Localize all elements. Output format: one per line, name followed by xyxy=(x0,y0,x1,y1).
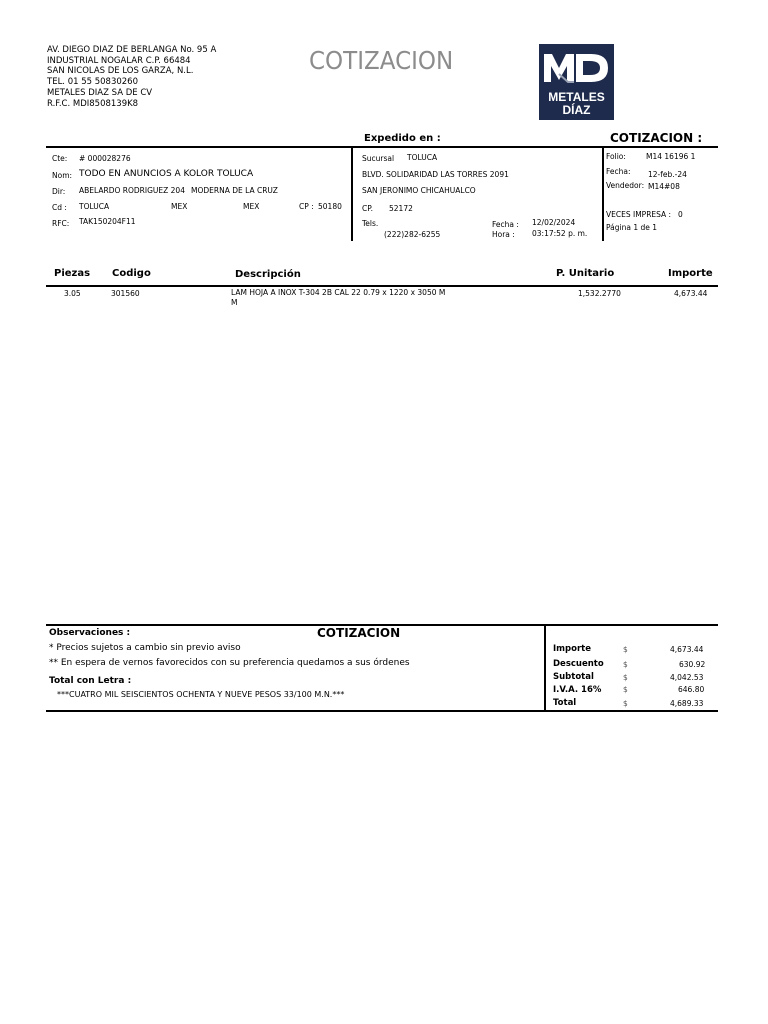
totals-value-descuento: 630.92 xyxy=(679,660,706,669)
col-header-piezas: Piezas xyxy=(54,268,91,279)
totals-value-total: 4,689.33 xyxy=(670,699,704,708)
total-letra-label: Total con Letra : xyxy=(49,676,132,686)
rfc-value: TAK150204F11 xyxy=(79,217,136,226)
totals-label-descuento: Descuento xyxy=(553,659,604,669)
veces-label: VECES IMPRESA : xyxy=(606,210,672,219)
dir-label: Dir: xyxy=(52,187,66,196)
vendedor-label: Vendedor: xyxy=(606,181,645,190)
currency-symbol: $ xyxy=(623,673,628,682)
company-address xyxy=(47,45,216,109)
address-line: METALES DIAZ SA DE CV xyxy=(47,87,153,98)
branch-hora-label: Hora : xyxy=(492,230,515,239)
totals-label-total: Total xyxy=(553,698,577,708)
branch-address-1: BLVD. SOLIDARIDAD LAS TORRES 2091 xyxy=(362,170,509,179)
address-line: AV. DIEGO DIAZ DE BERLANGA No. 95 A xyxy=(47,45,217,55)
rfc-label: RFC: xyxy=(52,219,70,228)
observaciones-label: Observaciones : xyxy=(49,628,131,638)
cd-state: MEX xyxy=(171,202,188,211)
total-letra-value: ***CUATRO MIL SEISCIENTOS OCHENTA Y NUEVE PESOS 33/100 M.N.*** xyxy=(57,690,345,699)
sucursal-label: Sucursal xyxy=(362,154,395,163)
md-logo-icon xyxy=(539,44,614,120)
totals-label-importe: Importe xyxy=(553,644,591,654)
cd-value: TOLUCA xyxy=(79,202,110,211)
branch-cp-label: CP. xyxy=(362,204,373,213)
currency-symbol: $ xyxy=(623,645,628,654)
currency-symbol: $ xyxy=(623,685,628,694)
table-header-rule xyxy=(46,285,718,287)
cotizacion-label: COTIZACION : xyxy=(610,131,703,145)
footer-bottom-rule xyxy=(46,710,718,712)
cte-label: Cte: xyxy=(52,154,68,163)
branch-fecha-label: Fecha : xyxy=(492,220,519,229)
footer-title: COTIZACION xyxy=(317,626,401,640)
cd-state-2: MEX xyxy=(243,202,260,211)
row-unitario: 1,532.2770 xyxy=(578,289,621,298)
folio-value: M14 16196 1 xyxy=(646,152,696,161)
row-codigo: 301560 xyxy=(111,289,140,298)
row-descripcion: LAM HOJA A INOX T-304 2B CAL 22 0.79 x 1220 x 3050 M xyxy=(231,288,446,297)
row-descripcion-cont: M xyxy=(231,298,238,307)
dir-street: ABELARDO RODRIGUEZ 204 xyxy=(79,186,185,195)
dir-colonia: MODERNA DE LA CRUZ xyxy=(191,186,278,195)
tels-label: Tels. xyxy=(362,219,379,228)
svg-text:DÍAZ: DÍAZ xyxy=(562,103,591,117)
note-2: ** En espera de vernos favorecidos con su preferencia quedamos a sus órdenes xyxy=(49,658,410,668)
note-1: * Precios sujetos a cambio sin previo aviso xyxy=(49,643,241,653)
sucursal-value: TOLUCA xyxy=(407,153,438,162)
nom-label: Nom: xyxy=(52,171,73,180)
document-title: COTIZACION xyxy=(309,46,454,75)
address-line: TEL. 01 55 50830260 xyxy=(47,77,139,88)
expedido-label: Expedido en : xyxy=(364,133,441,144)
svg-text:METALES: METALES xyxy=(548,90,605,104)
currency-symbol: $ xyxy=(623,660,628,669)
row-importe: 4,673.44 xyxy=(674,289,708,298)
col-header-descripcion: Descripción xyxy=(235,269,301,280)
footer-divider xyxy=(544,625,546,711)
address-line: INDUSTRIAL NOGALAR C.P. 66484 xyxy=(47,55,191,66)
address-line: R.F.C. MDI8508139K8 xyxy=(47,98,139,109)
totals-value-importe: 4,673.44 xyxy=(670,645,704,654)
branch-fecha-value: 12/02/2024 xyxy=(532,218,576,227)
currency-symbol: $ xyxy=(623,699,628,708)
folio-fecha-label: Fecha: xyxy=(606,167,631,176)
client-name: TODO EN ANUNCIOS A KOLOR TOLUCA xyxy=(79,169,254,179)
branch-cp-value: 52172 xyxy=(389,204,413,213)
cte-value: # 000028276 xyxy=(79,154,131,163)
totals-label-iva: I.V.A. 16% xyxy=(553,685,602,695)
totals-value-iva: 646.80 xyxy=(678,685,705,694)
veces-value: 0 xyxy=(678,210,683,219)
row-piezas: 3.05 xyxy=(64,289,81,298)
company-logo xyxy=(539,44,614,120)
col-header-codigo: Codigo xyxy=(112,268,151,279)
vendedor-value: M14#08 xyxy=(648,182,680,191)
col-header-unitario: P. Unitario xyxy=(556,268,615,279)
totals-label-subtotal: Subtotal xyxy=(553,672,594,682)
folio-fecha-value: 12-feb.-24 xyxy=(648,170,687,179)
branch-address-2: SAN JERONIMO CHICAHUALCO xyxy=(362,186,476,195)
cp-label: CP : xyxy=(299,202,314,211)
tels-value: (222)282-6255 xyxy=(384,230,441,239)
header-divider xyxy=(351,147,353,241)
cp-value: 50180 xyxy=(318,202,342,211)
cd-label: Cd : xyxy=(52,203,67,212)
branch-hora-value: 03:17:52 p. m. xyxy=(532,229,588,238)
page-indicator: Página 1 de 1 xyxy=(606,223,658,232)
header-divider xyxy=(602,147,604,241)
address-line: SAN NICOLAS DE LOS GARZA, N.L. xyxy=(47,66,194,77)
folio-label: Folio: xyxy=(606,152,626,161)
header-top-rule xyxy=(46,146,718,148)
col-header-importe: Importe xyxy=(668,268,713,279)
totals-value-subtotal: 4,042.53 xyxy=(670,673,704,682)
